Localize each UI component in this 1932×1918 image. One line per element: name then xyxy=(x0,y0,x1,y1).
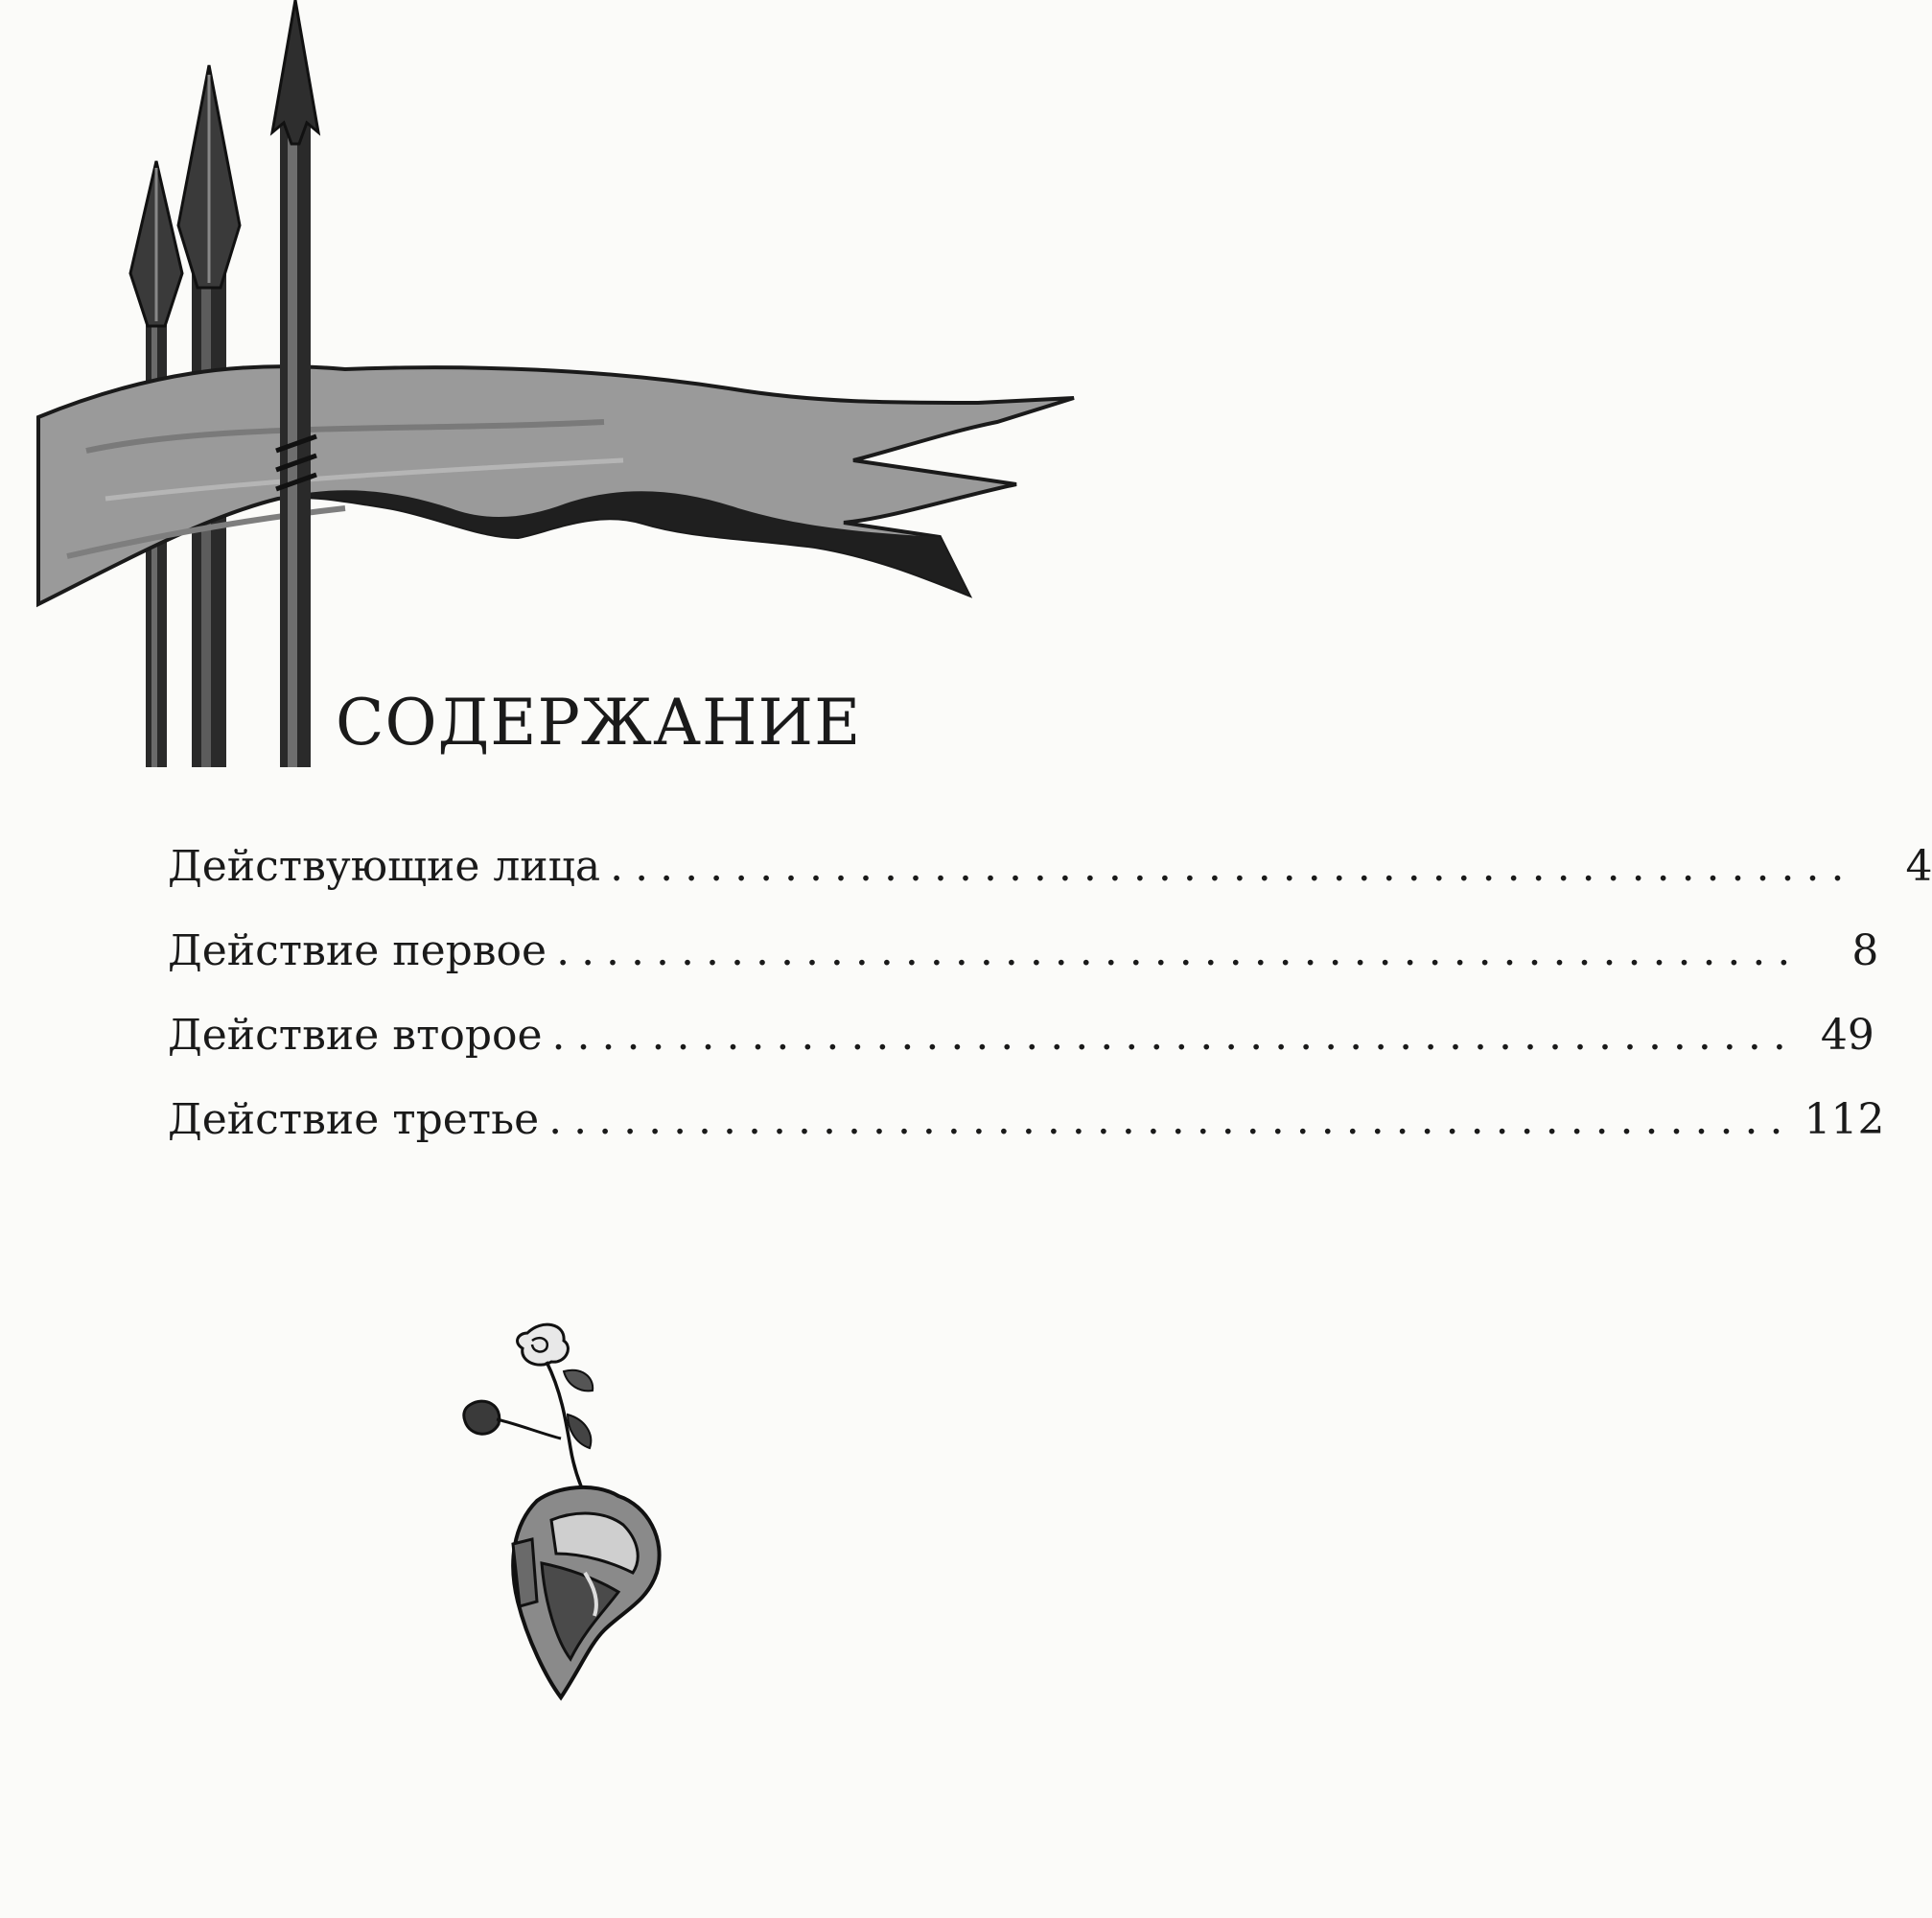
toc-dot-leader: .................................................. xyxy=(556,926,1803,975)
rose-bud xyxy=(464,1401,500,1434)
toc-entry-label: Действие третье xyxy=(168,1095,540,1144)
toc-dot-leader: .................................................. xyxy=(610,842,1856,891)
toc-entry[interactable] xyxy=(168,994,1874,1078)
toc-page-number: 8 xyxy=(1851,926,1879,975)
page-title: СОДЕРЖАНИЕ xyxy=(336,686,862,760)
gauntlet xyxy=(513,1487,660,1697)
toc-entry[interactable] xyxy=(168,825,1932,909)
spears-banner-illustration xyxy=(29,0,1083,767)
toc-entry-label: Действие первое xyxy=(168,926,547,975)
toc-page-number: 49 xyxy=(1820,1011,1874,1060)
table-of-contents xyxy=(168,825,1932,1162)
toc-dot-leader: .................................................. xyxy=(551,1011,1798,1060)
rose-leaf xyxy=(564,1370,593,1392)
rose-flower xyxy=(518,1324,569,1365)
toc-entry[interactable] xyxy=(168,909,1879,994)
toc-entry-label: Действующие лица xyxy=(168,842,601,891)
toc-dot-leader: .................................................. xyxy=(548,1095,1795,1144)
spear-front-overlay xyxy=(276,364,316,537)
gauntlet-rose-illustration xyxy=(451,1314,700,1707)
toc-entry[interactable] xyxy=(168,1078,1885,1162)
toc-entry-label: Действие второе xyxy=(168,1011,543,1060)
spear-head-right xyxy=(272,0,318,144)
toc-page-number: 112 xyxy=(1804,1095,1885,1144)
toc-page-number: 4 xyxy=(1905,842,1932,891)
